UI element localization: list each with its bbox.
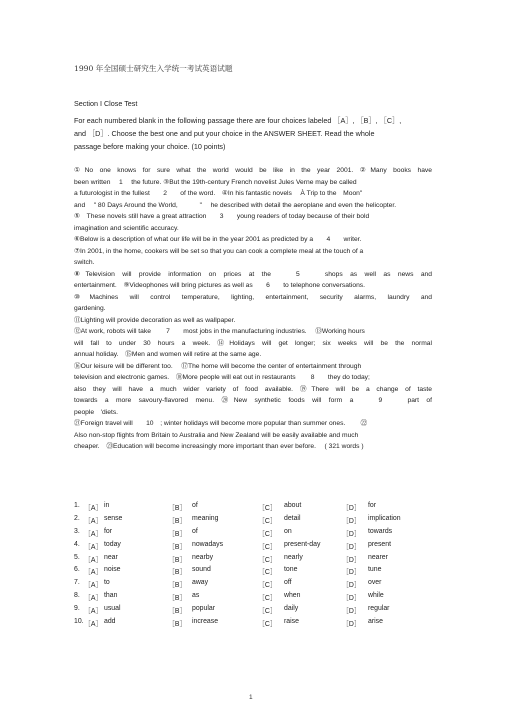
option-c-label: ［C］ — [258, 621, 277, 629]
passage-line: ⑦In 2001, in the home, cookers will be set so that you can cook a complete meal at the touch of a — [74, 247, 364, 255]
option-c-label: ［C］ — [258, 543, 277, 551]
passage-line: ⑫At work, robots will take 7 most jobs in the manufacturing industries. ⑬Working hours — [74, 328, 365, 335]
option-c-label: ［C］ — [258, 556, 277, 564]
option-c-label: ［C］ — [258, 608, 277, 616]
passage-line: a futurologist in the fullest 2 of the word. ④In his fantastic novels À Trip to the Moon" — [74, 190, 363, 197]
passage-line: ⑪Lighting will provide decoration as well as wallpaper. — [74, 316, 236, 324]
option-d-label: ［D］ — [342, 517, 361, 525]
option-c-text: off — [284, 579, 292, 587]
option-c-label: ［C］ — [258, 517, 277, 525]
option-a-label: ［A］ — [84, 556, 103, 564]
choice-number: 4. — [74, 540, 80, 548]
passage-line: been written 1 the future. ③But the 19th-century French novelist Jules Verne may be called — [74, 178, 357, 186]
passage-line: ⑥Below is a description of what our life will be in the year 2001 as predicted by a 4 writer. — [74, 236, 362, 243]
option-a-text: noise — [104, 566, 121, 574]
choice-row — [74, 528, 434, 541]
choice-number: 7. — [74, 579, 80, 587]
option-b-label: ［B］ — [168, 582, 187, 590]
instructions — [74, 114, 434, 154]
choice-row — [74, 579, 434, 592]
option-d-text: for — [368, 502, 377, 509]
option-b-text: of — [192, 527, 198, 535]
passage-line: entertainment. ⑨Videophones will bring pictures as well as 6 to telephone conversations. — [74, 282, 365, 289]
option-a-label: ［A］ — [84, 582, 103, 590]
choice-number: 8. — [74, 592, 80, 600]
option-a-text: than — [104, 592, 118, 600]
option-a-text: in — [104, 502, 110, 509]
page-number: 1 — [249, 694, 253, 701]
choice-number: 3. — [74, 527, 80, 535]
passage-line: ⑯Our leisure will be different too. ⑰The home will become the center of entertainment through — [74, 362, 362, 370]
choice-row — [74, 592, 434, 605]
option-b-label: ［B］ — [168, 517, 187, 525]
option-a-text: add — [104, 618, 116, 626]
choices-table — [74, 502, 434, 631]
option-d-label: ［D］ — [342, 582, 361, 590]
option-b-label: ［B］ — [168, 621, 187, 629]
option-b-text: nowadays — [192, 540, 224, 548]
option-b-label: ［B］ — [168, 556, 187, 564]
choice-number: 6. — [74, 566, 80, 574]
option-c-text: tone — [284, 566, 298, 574]
option-b-label: ［B］ — [168, 543, 187, 551]
choice-number: 9. — [74, 605, 80, 613]
passage-line: ⑤ These novels still have a great attraction 3 young readers of today because of their bold — [74, 213, 370, 220]
passage-line: cheaper. ㉓Education will become increasingly more important than ever before. ( 321 words ) — [74, 443, 364, 450]
option-b-text: sound — [192, 566, 211, 574]
option-a-label: ［A］ — [84, 530, 103, 538]
option-b-label: ［B］ — [168, 595, 187, 603]
option-a-label: ［A］ — [84, 517, 103, 525]
option-c-text: detail — [284, 514, 301, 522]
option-d-label: ［D］ — [342, 530, 361, 538]
option-c-label: ［C］ — [258, 530, 277, 538]
choice-number: 1. — [74, 502, 80, 509]
option-b-text: as — [192, 592, 200, 600]
option-c-text: on — [284, 527, 292, 535]
option-d-text: towards — [368, 527, 393, 535]
option-a-label: ［A］ — [84, 621, 103, 629]
option-a-label: ［A］ — [84, 595, 103, 603]
option-d-text: while — [368, 592, 384, 600]
passage-line: Also non-stop flights from Britain to Australia and New Zealand will be easily available and much — [74, 431, 359, 439]
choice-row — [74, 618, 434, 631]
choice-number: 5. — [74, 553, 80, 561]
option-b-label: ［B］ — [168, 569, 187, 577]
option-c-text: present-day — [284, 540, 321, 548]
choice-row — [74, 541, 434, 554]
option-a-text: to — [104, 579, 110, 587]
option-a-label: ［A］ — [84, 543, 103, 551]
document-title: 1990 年全国硕士研究生入学统一考试英语试题 — [74, 64, 233, 73]
option-c-label: ［C］ — [258, 569, 277, 577]
option-d-label: ［D］ — [342, 556, 361, 564]
passage-line: annual holiday. ⑮Men and women will retire at the same age. — [74, 351, 262, 358]
option-c-label: ［C］ — [258, 595, 277, 603]
instruction-line: passage before making your choice. (10 points) — [74, 142, 226, 152]
option-a-label: ［A］ — [84, 505, 103, 512]
option-b-label: ［B］ — [168, 608, 187, 616]
choice-row — [74, 515, 434, 528]
option-b-text: popular — [192, 605, 215, 613]
option-a-label: ［A］ — [84, 608, 103, 616]
cloze-passage — [74, 165, 432, 453]
passage-line: ⑩Machines will control temperature, lighting, entertainment, security alarms, laundry and — [74, 293, 432, 301]
option-d-text: implication — [368, 514, 401, 522]
option-d-label: ［D］ — [342, 543, 361, 551]
option-d-text: over — [368, 579, 382, 587]
passage-line: also they will have a much wider variety of food available. ⑲There will be a change of taste — [74, 385, 432, 393]
passage-line: television and electronic games. ⑱More people will eat out in restaurants 8 they do today; — [74, 374, 370, 381]
option-a-text: today — [104, 540, 121, 548]
option-d-label: ［D］ — [342, 505, 361, 512]
passage-line: people 'diets. — [74, 408, 119, 416]
option-d-label: ［D］ — [342, 595, 361, 603]
option-d-label: ［D］ — [342, 569, 361, 577]
passage-line: will fall to under 30 hours a week. ⑭Holidays will get longer; six weeks will be the normal — [74, 339, 432, 347]
option-d-text: arise — [368, 618, 383, 626]
option-b-text: increase — [192, 618, 219, 626]
option-c-text: nearly — [284, 553, 303, 561]
passage-line: switch. — [74, 259, 95, 266]
passage-line: ①No one knows for sure what the world would be like in the year 2001. ②Many books have — [74, 167, 432, 174]
option-a-text: usual — [104, 605, 121, 613]
option-a-label: ［A］ — [84, 569, 103, 577]
option-b-label: ［B］ — [168, 505, 187, 512]
passage-line: imagination and scientific accuracy. — [74, 224, 179, 232]
passage-line: ⑧Television will provide information on prices at the 5 shops as well as news and — [74, 270, 432, 278]
passage-line: gardening. — [74, 305, 106, 312]
option-d-text: nearer — [368, 553, 388, 561]
option-b-text: away — [192, 579, 209, 587]
option-d-label: ［D］ — [342, 608, 361, 616]
option-c-label: ［C］ — [258, 582, 277, 590]
option-a-text: for — [104, 527, 113, 535]
option-d-text: regular — [368, 605, 390, 613]
option-d-text: present — [368, 540, 391, 548]
choice-number: 10. — [74, 618, 84, 626]
instruction-line: and ［D］. Choose the best one and put your choice in the ANSWER SHEET. Read the whole — [74, 129, 375, 139]
passage-line: and " 80 Days Around the World, " he described with detail the aeroplane and even the helicopter. — [74, 201, 397, 209]
passage-line: ㉑Foreign travel will 10 ; winter holidays will become more popular than summer ones. ㉒ — [74, 420, 368, 427]
option-b-label: ［B］ — [168, 530, 187, 538]
passage-line: towards a more savoury-flavored menu. ⑳New synthetic foods will form a 9 part of — [74, 397, 432, 404]
choice-row — [74, 502, 434, 515]
option-b-text: of — [192, 502, 198, 509]
choice-row — [74, 605, 434, 618]
choice-row — [74, 554, 434, 567]
instruction-line: For each numbered blank in the following passage there are four choices labeled ［A］, ［B］, ［C］, — [74, 116, 402, 125]
option-c-text: when — [284, 592, 301, 600]
option-a-text: near — [104, 553, 118, 561]
option-c-text: raise — [284, 618, 299, 626]
option-c-text: about — [284, 502, 302, 509]
option-b-text: nearby — [192, 553, 214, 561]
option-a-text: sense — [104, 514, 123, 522]
option-c-text: daily — [284, 605, 299, 613]
option-c-label: ［C］ — [258, 505, 277, 512]
option-b-text: meaning — [192, 514, 219, 522]
choice-number: 2. — [74, 514, 80, 522]
section-title: Section I Close Test — [74, 99, 138, 108]
choice-row — [74, 566, 434, 579]
option-d-text: tune — [368, 566, 382, 574]
option-d-label: ［D］ — [342, 621, 361, 629]
